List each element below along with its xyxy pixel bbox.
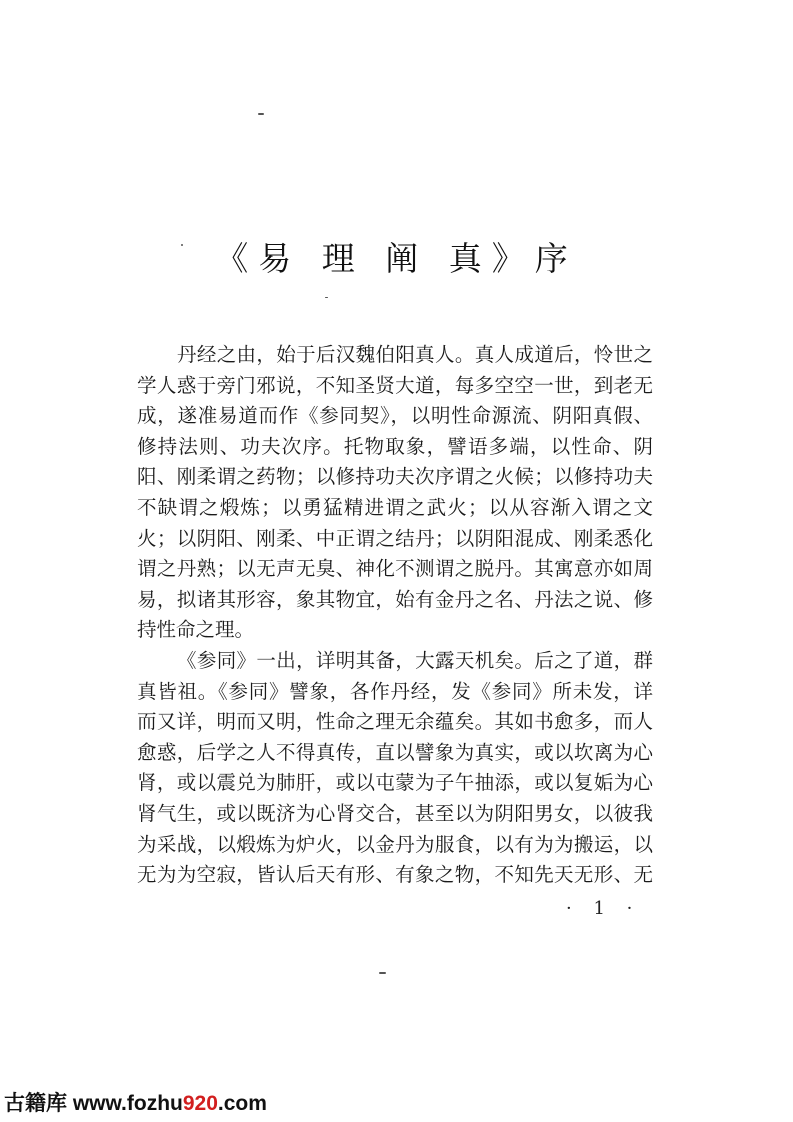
body-text bbox=[137, 340, 653, 891]
page-number: · 1 · bbox=[566, 898, 641, 919]
paragraph-1 bbox=[137, 340, 653, 646]
watermark-suffix: .com bbox=[217, 1092, 267, 1115]
site-watermark[interactable] bbox=[4, 1087, 267, 1117]
text-line: 不缺谓之煅炼；以勇猛精进谓之武火；以从容渐入谓之文 bbox=[137, 495, 653, 519]
text-line: 愈惑，后学之人不得真传，直以譬象为真实，或以坎离为心 bbox=[137, 740, 653, 764]
text-line: 《参同》一出，详明其备，大露天机矣。后之了道，群 bbox=[177, 648, 653, 672]
text-line: 学人惑于旁门邪说，不知圣贤大道，每多空空一世，到老无 bbox=[137, 373, 653, 397]
text-line: 修持法则、功夫次序。托物取象，譬语多端，以性命、阴 bbox=[137, 434, 653, 458]
text-line: 火；以阴阳、刚柔、中正谓之结丹；以阴阳混成、刚柔悉化 bbox=[137, 526, 653, 550]
text-line: 无为为空寂，皆认后天有形、有象之物，不知先天无形、无 bbox=[137, 863, 653, 887]
text-line: 为采战，以煅炼为炉火，以金丹为服食，以有为为搬运，以 bbox=[137, 832, 653, 856]
text-line: 真皆祖。《参同》譬象，各作丹经，发《参同》所未发，详 bbox=[137, 679, 653, 703]
text-line: 肾气生，或以既济为心肾交合，甚至以为阴阳男女，以彼我 bbox=[137, 801, 653, 825]
text-line: 而又详，明而又明，性命之理无余蕴矣。其如书愈多，而人 bbox=[137, 710, 653, 734]
text-line: 易，拟诸其形容，象其物宜，始有金丹之名、丹法之说、修 bbox=[137, 587, 653, 611]
text-line: 阳、刚柔谓之药物；以修持功夫次序谓之火候；以修持功夫 bbox=[137, 465, 653, 489]
text-line: 谓之丹熟；以无声无臭、神化不测谓之脱丹。其寓意亦如周 bbox=[137, 557, 653, 581]
text-line: 肾，或以震兑为肺肝，或以屯蒙为子午抽添，或以复姤为心 bbox=[137, 771, 653, 795]
scan-speck bbox=[258, 113, 264, 115]
scan-speck bbox=[325, 297, 328, 298]
page-title: 《易 理 阐 真》序 bbox=[215, 239, 578, 278]
text-line: 丹经之由，始于后汉魏伯阳真人。真人成道后，怜世之 bbox=[177, 343, 653, 366]
text-line: 持性命之理。 bbox=[137, 618, 255, 642]
paragraph-2 bbox=[137, 646, 653, 891]
scan-speck bbox=[379, 972, 386, 974]
text-line: 成，遂准易道而作《参同契》，以明性命源流、阴阳真假、 bbox=[137, 404, 653, 428]
watermark-prefix: 古籍库 www.fozhu bbox=[4, 1092, 183, 1115]
watermark-highlight: 920 bbox=[182, 1092, 218, 1115]
